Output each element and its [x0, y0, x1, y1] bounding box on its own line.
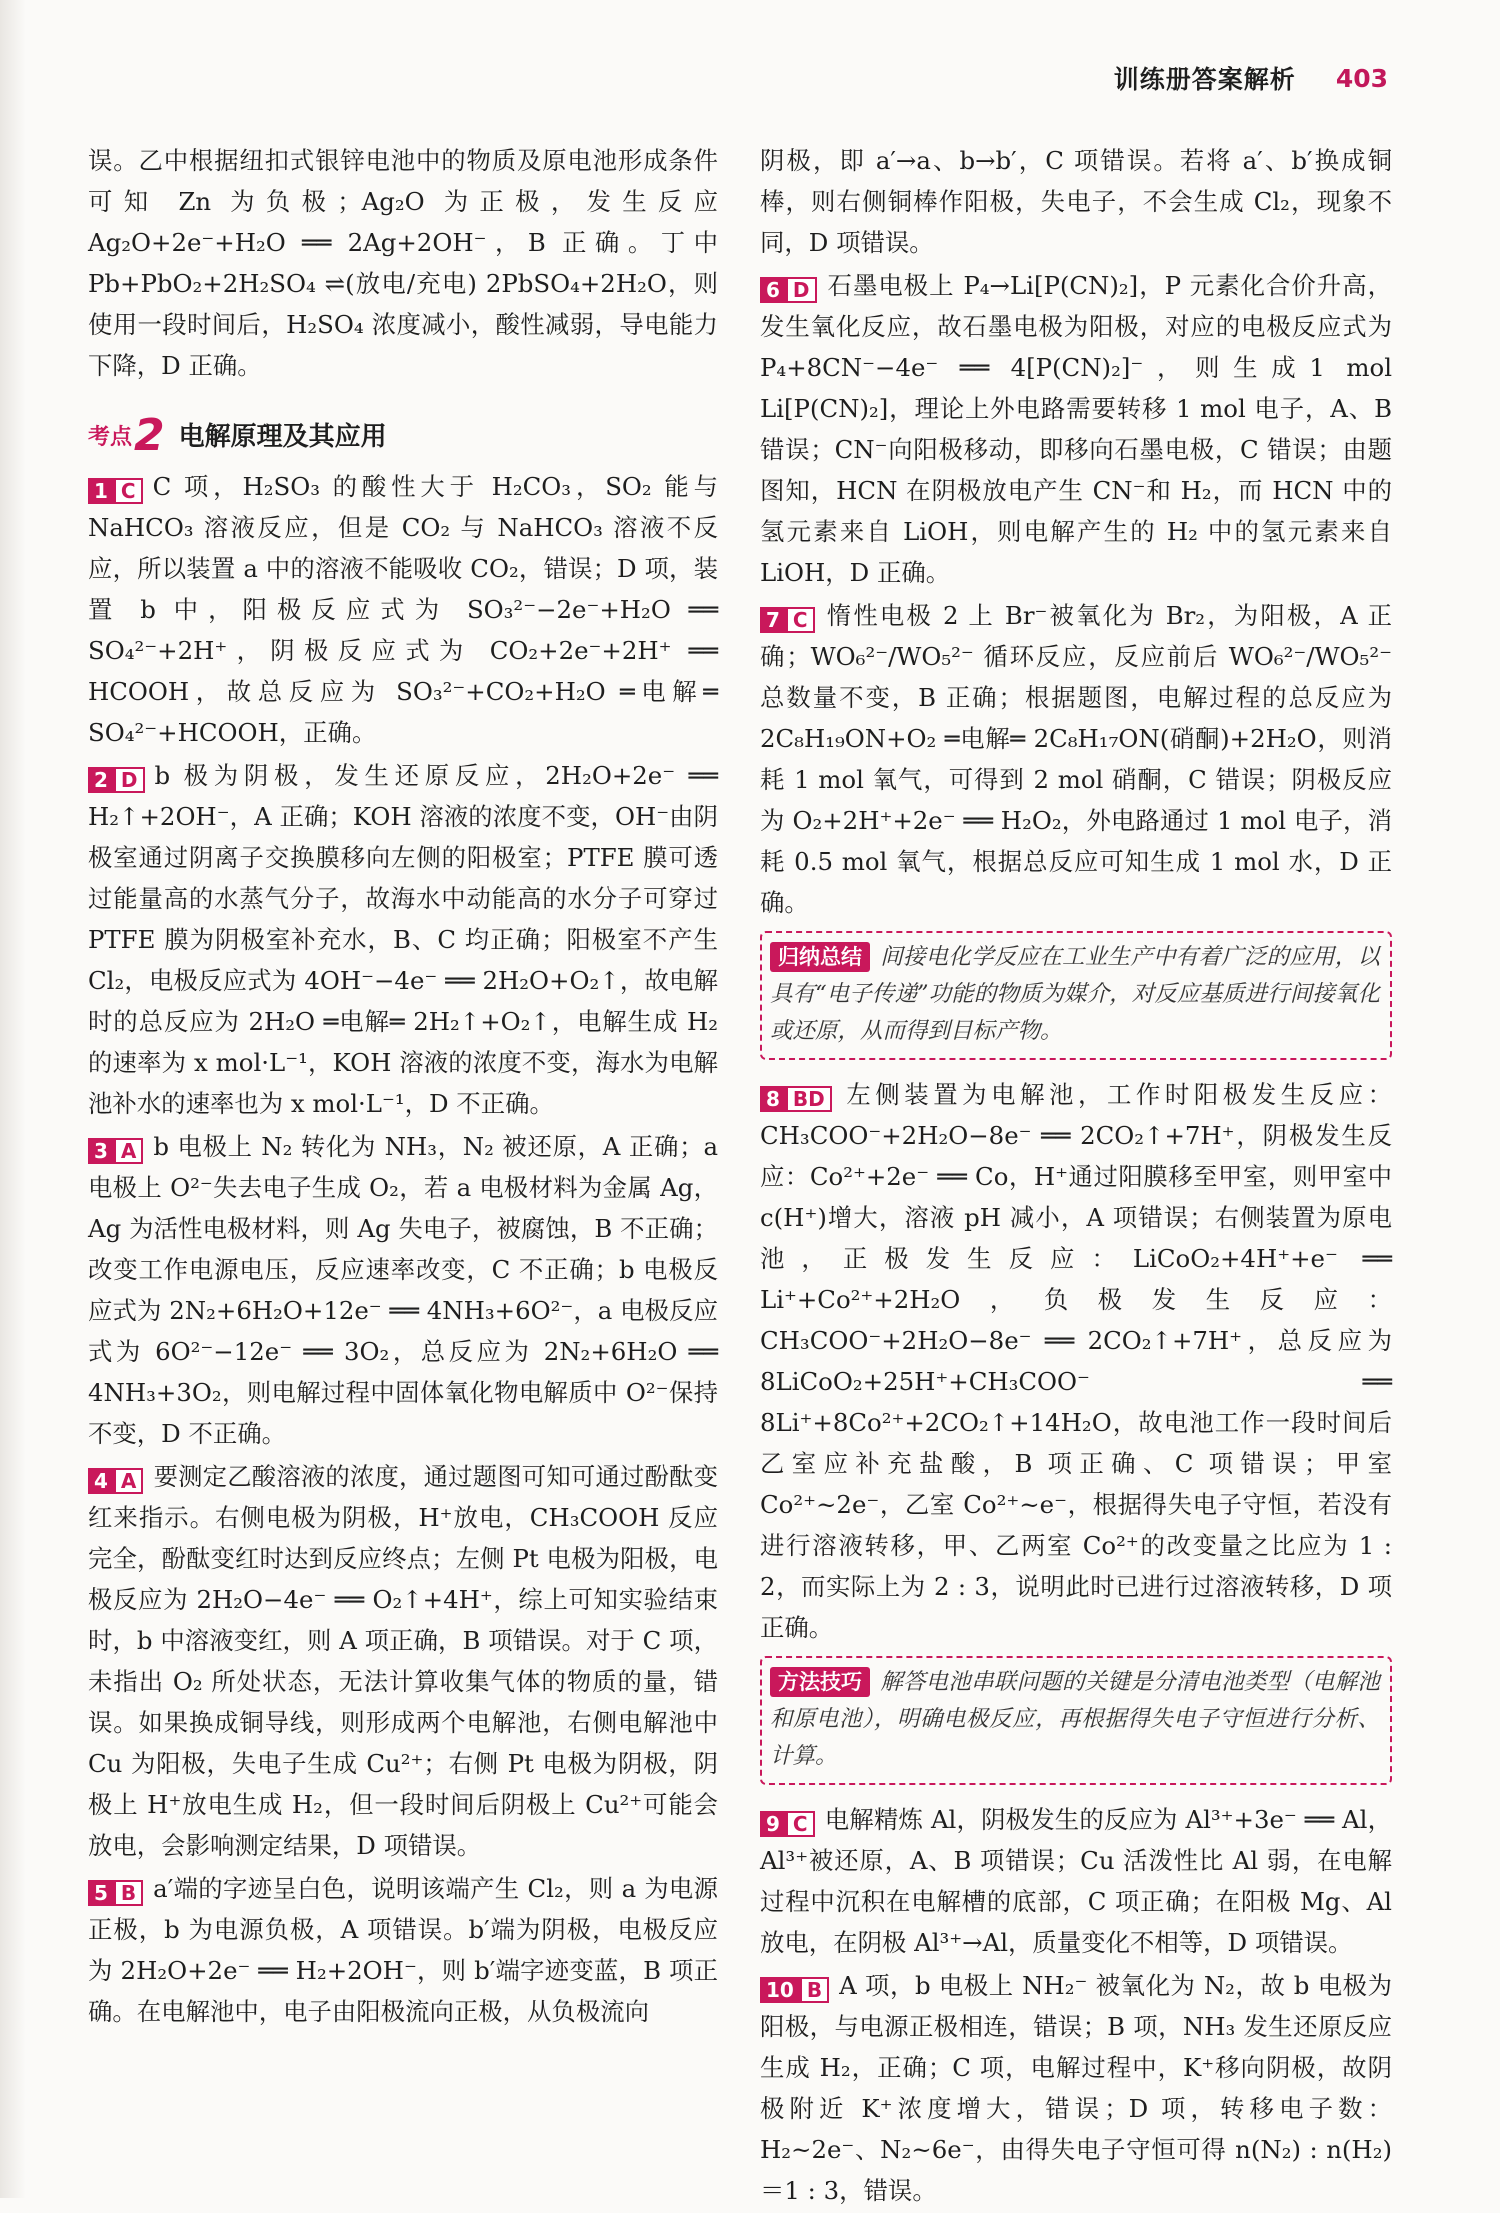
answer-item [760, 1965, 1392, 2211]
answer-letter: C [786, 1811, 815, 1837]
answer-letter: B [800, 1977, 829, 2003]
section-number: 2 [134, 410, 165, 461]
right-column [760, 140, 1392, 2213]
answer-letter: A [114, 1138, 143, 1164]
answer-item [760, 1799, 1392, 1963]
answer-explanation: 左侧装置为电解池，工作时阳极发生反应：CH₃COO⁻+2H₂O−8e⁻ ══ 2CO₂↑+7H⁺，阴极发生反应：Co²⁺+2e⁻ ══ Co，H⁺通过阳膜移至甲室，则甲室中 c(H⁺)增大，溶液 pH 减小，A 项错误；右侧装置为原电池，正极发生反应：LiCoO₂+4H⁺+e⁻ ══ Li⁺+Co²⁺+2H₂O，负极发生反应：CH₃COO⁻+2H₂O−8e⁻ ══ 2CO₂↑+7H⁺，总反应为 8LiCoO₂+25H⁺+CH₃COO⁻ ══ 8Li⁺+8Co²⁺+2CO₂↑+14H₂O，故电池工作一段时间后乙室应补充盐酸，B 项正确、C 项错误；甲室 Co²⁺~2e⁻，乙室 Co²⁺~e⁻，根据得失电子守恒，若没有进行溶液转移，甲、乙两室 Co²⁺的改变量之比应为 1 : 2，而实际上为 2 : 3，说明此时已进行过溶液转移，D 项正确。 [760, 1080, 1392, 1642]
answer-explanation: 要测定乙酸溶液的浓度，通过题图可知可通过酚酞变红来指示。右侧电极为阴极，H⁺放电，CH₃COOH 反应完全，酚酞变红时达到反应终点；左侧 Pt 电极为阳极，电极反应为 2H₂O−4e⁻ ══ O₂↑+4H⁺，综上可知实验结束时，b 中溶液变红，则 A 项正确，B 项错误。对于 C 项，未指出 O₂ 所处状态，无法计算收集气体的物质的量，错误。如果换成铜导线，则形成两个电解池，右侧电解池中 Cu 为阳极，失电子生成 Cu²⁺；右侧 Pt 电极为阴极，阴极上 H⁺放电生成 H₂，但一段时间后阴极上 Cu²⁺可能会放电，会影响测定结果，D 项错误。 [88, 1462, 718, 1860]
answer-item [760, 265, 1392, 593]
answer-item [760, 595, 1392, 923]
question-number: 5 [88, 1880, 114, 1906]
answer-explanation: A 项，b 电极上 NH₂⁻ 被氧化为 N₂，故 b 电极为阳极，与电源正极相连，错误；B 项，NH₃ 发生还原反应生成 H₂，正确；C 项，电解过程中，K⁺移向阴极，故阴极附近 K⁺浓度增大，错误；D 项，转移电子数：H₂~2e⁻、N₂~6e⁻，由得失电子守恒可得 n(N₂) : n(H₂)＝1 : 3，错误。 [760, 1971, 1392, 2205]
question-number: 1 [88, 478, 114, 504]
summary-text: 间接电化学反应在工业生产中有着广泛的应用，以具有“电子传递”功能的物质为媒介，对反应基质进行间接氧化或还原，从而得到目标产物。 [770, 944, 1380, 1044]
answer-letter: D [786, 277, 817, 303]
answer-item [88, 1456, 718, 1866]
answer-explanation: 电解精炼 Al，阴极发生的反应为 Al³⁺+3e⁻ ══ Al，Al³⁺被还原，A、B 项错误；Cu 活泼性比 Al 弱，在电解过程中沉积在电解槽的底部，C 项正确；在阳极 Mg、Al 放电，在阴极 Al³⁺→Al，质量变化不相等，D 项错误。 [760, 1805, 1392, 1957]
answer-explanation: b 电极上 N₂ 转化为 NH₃，N₂ 被还原，A 正确；a 电极上 O²⁻失去电子生成 O₂，若 a 电极材料为金属 Ag，Ag 为活性电极材料，则 Ag 失电子，被腐蚀，B 不正确；改变工作电源电压，反应速率改变，C 不正确；b 电极反应式为 2N₂+6H₂O+12e⁻ ══ 4NH₃+6O²⁻，a 电极反应式为 6O²⁻−12e⁻ ══ 3O₂，总反应为 2N₂+6H₂O ══ 4NH₃+3O₂，则电解过程中固体氧化物电解质中 O²⁻保持不变，D 不正确。 [88, 1132, 718, 1448]
answer-badge [760, 277, 817, 303]
section-title: 电解原理及其应用 [178, 422, 387, 452]
tips-box [760, 1656, 1392, 1785]
answer-badge [88, 767, 145, 793]
answer-badge [760, 607, 815, 633]
question-number: 10 [760, 1977, 800, 2003]
answer-badge [88, 478, 143, 504]
answer-badge [760, 1977, 829, 2003]
answer-item [88, 466, 718, 753]
question-number: 2 [88, 767, 114, 793]
continued-paragraph: 阴极，即 a′→a、b→b′，C 项错误。若将 a′、b′换成铜棒，则右侧铜棒作阳极，失电子，不会生成 Cl₂，现象不同，D 项错误。 [760, 146, 1392, 257]
left-column [88, 140, 718, 2034]
summary-label: 归纳总结 [770, 942, 870, 972]
continued-paragraph: 误。乙中根据纽扣式银锌电池中的物质及原电池形成条件可知 Zn 为负极；Ag₂O 为正极，发生反应 Ag₂O+2e⁻+H₂O ══ 2Ag+2OH⁻，B 正确。丁中 Pb+PbO₂+2H₂SO₄ ⇌(放电/充电) 2PbSO₄+2H₂O，则使用一段时间后，H₂SO₄ 浓度减小，酸性减弱，导电能力下降，D 正确。 [88, 146, 718, 380]
section-tag: 考点 [88, 425, 133, 450]
question-number: 6 [760, 277, 786, 303]
answer-item [760, 1074, 1392, 1648]
answer-letter: C [786, 607, 815, 633]
answer-item [88, 1126, 718, 1454]
header-title: 训练册答案解析 [1113, 65, 1296, 94]
answer-letter: BD [786, 1086, 832, 1112]
page-header [1114, 60, 1388, 96]
question-number: 8 [760, 1086, 786, 1112]
answer-badge [760, 1811, 815, 1837]
answer-badge [88, 1880, 143, 1906]
answer-letter: D [114, 767, 145, 793]
answer-explanation: 石墨电极上 P₄→Li[P(CN)₂]，P 元素化合价升高，发生氧化反应，故石墨电极为阳极，对应的电极反应式为 P₄+8CN⁻−4e⁻ ══ 4[P(CN)₂]⁻，则生成1 mol Li[P(CN)₂]，理论上外电路需要转移 1 mol 电子，A、B 错误；CN⁻向阳极移动，即移向石墨电极，C 错误；由题图知，HCN 在阴极放电产生 CN⁻和 H₂，而 HCN 中的氢元素来自 LiOH，则电解产生的 H₂ 中的氢元素来自 LiOH，D 正确。 [760, 271, 1392, 587]
tips-text: 解答电池串联问题的关键是分清电池类型（电解池和原电池），明确电极反应，再根据得失电子守恒进行分析、计算。 [770, 1669, 1380, 1769]
answer-explanation: C 项，H₂SO₃ 的酸性大于 H₂CO₃，SO₂ 能与 NaHCO₃ 溶液反应，但是 CO₂ 与 NaHCO₃ 溶液不反应，所以装置 a 中的溶液不能吸收 CO₂，错误；D 项，装置 b 中，阳极反应式为 SO₃²⁻−2e⁻+H₂O ══ SO₄²⁻+2H⁺，阴极反应式为 CO₂+2e⁻+2H⁺ ══ HCOOH，故总反应为 SO₃²⁻+CO₂+H₂O ═电解═ SO₄²⁻+HCOOH，正确。 [88, 472, 718, 747]
answer-badge [760, 1086, 832, 1112]
answer-explanation: b 极为阴极，发生还原反应，2H₂O+2e⁻ ══ H₂↑+2OH⁻，A 正确；KOH 溶液的浓度不变，OH⁻由阴极室通过阴离子交换膜移向左侧的阳极室；PTFE 膜可透过能量高的水蒸气分子，故海水中动能高的水分子可穿过 PTFE 膜为阴极室补充水，B、C 均正确；阳极室不产生 Cl₂，电极反应式为 4OH⁻−4e⁻ ══ 2H₂O+O₂↑，故电解时的总反应为 2H₂O ═电解═ 2H₂↑+O₂↑，电解生成 H₂ 的速率为 x mol·L⁻¹，KOH 溶液的浓度不变，海水为电解池补水的速率也为 x mol·L⁻¹，D 不正确。 [88, 761, 718, 1118]
page-binding-shadow [0, 0, 26, 2198]
answer-explanation: 惰性电极 2 上 Br⁻被氧化为 Br₂，为阳极，A 正确；WO₆²⁻/WO₅²⁻ 循环反应，反应前后 WO₆²⁻/WO₅²⁻ 总数量不变，B 正确；根据题图，电解过程的总反应为 2C₈H₁₉ON+O₂ ═电解═ 2C₈H₁₇ON(硝酮)+2H₂O，则消耗 1 mol 氧气，可得到 2 mol 硝酮，C 错误；阴极反应为 O₂+2H⁺+2e⁻ ══ H₂O₂，外电路通过 1 mol 电子，消耗 0.5 mol 氧气，根据总反应可知生成 1 mol 水，D 正确。 [760, 601, 1392, 917]
answer-letter: A [114, 1468, 143, 1494]
answer-badge [88, 1468, 143, 1494]
answer-badge [88, 1138, 143, 1164]
question-number: 3 [88, 1138, 114, 1164]
summary-box [760, 931, 1392, 1060]
question-number: 4 [88, 1468, 114, 1494]
answer-explanation: a′端的字迹呈白色，说明该端产生 Cl₂，则 a 为电源正极，b 为电源负极，A 项错误。b′端为阴极，电极反应为 2H₂O+2e⁻ ══ H₂+2OH⁻，则 b′端字迹变蓝，B 项正确。在电解池中，电子由阳极流向正极，从负极流向 [88, 1874, 718, 2026]
section-heading [88, 410, 718, 461]
page-number: 403 [1335, 63, 1388, 93]
question-number: 9 [760, 1811, 786, 1837]
answer-item [88, 1868, 718, 2032]
answer-letter: C [114, 478, 143, 504]
question-number: 7 [760, 607, 786, 633]
tips-label: 方法技巧 [770, 1667, 870, 1697]
answer-item [88, 755, 718, 1124]
answer-letter: B [114, 1880, 143, 1906]
